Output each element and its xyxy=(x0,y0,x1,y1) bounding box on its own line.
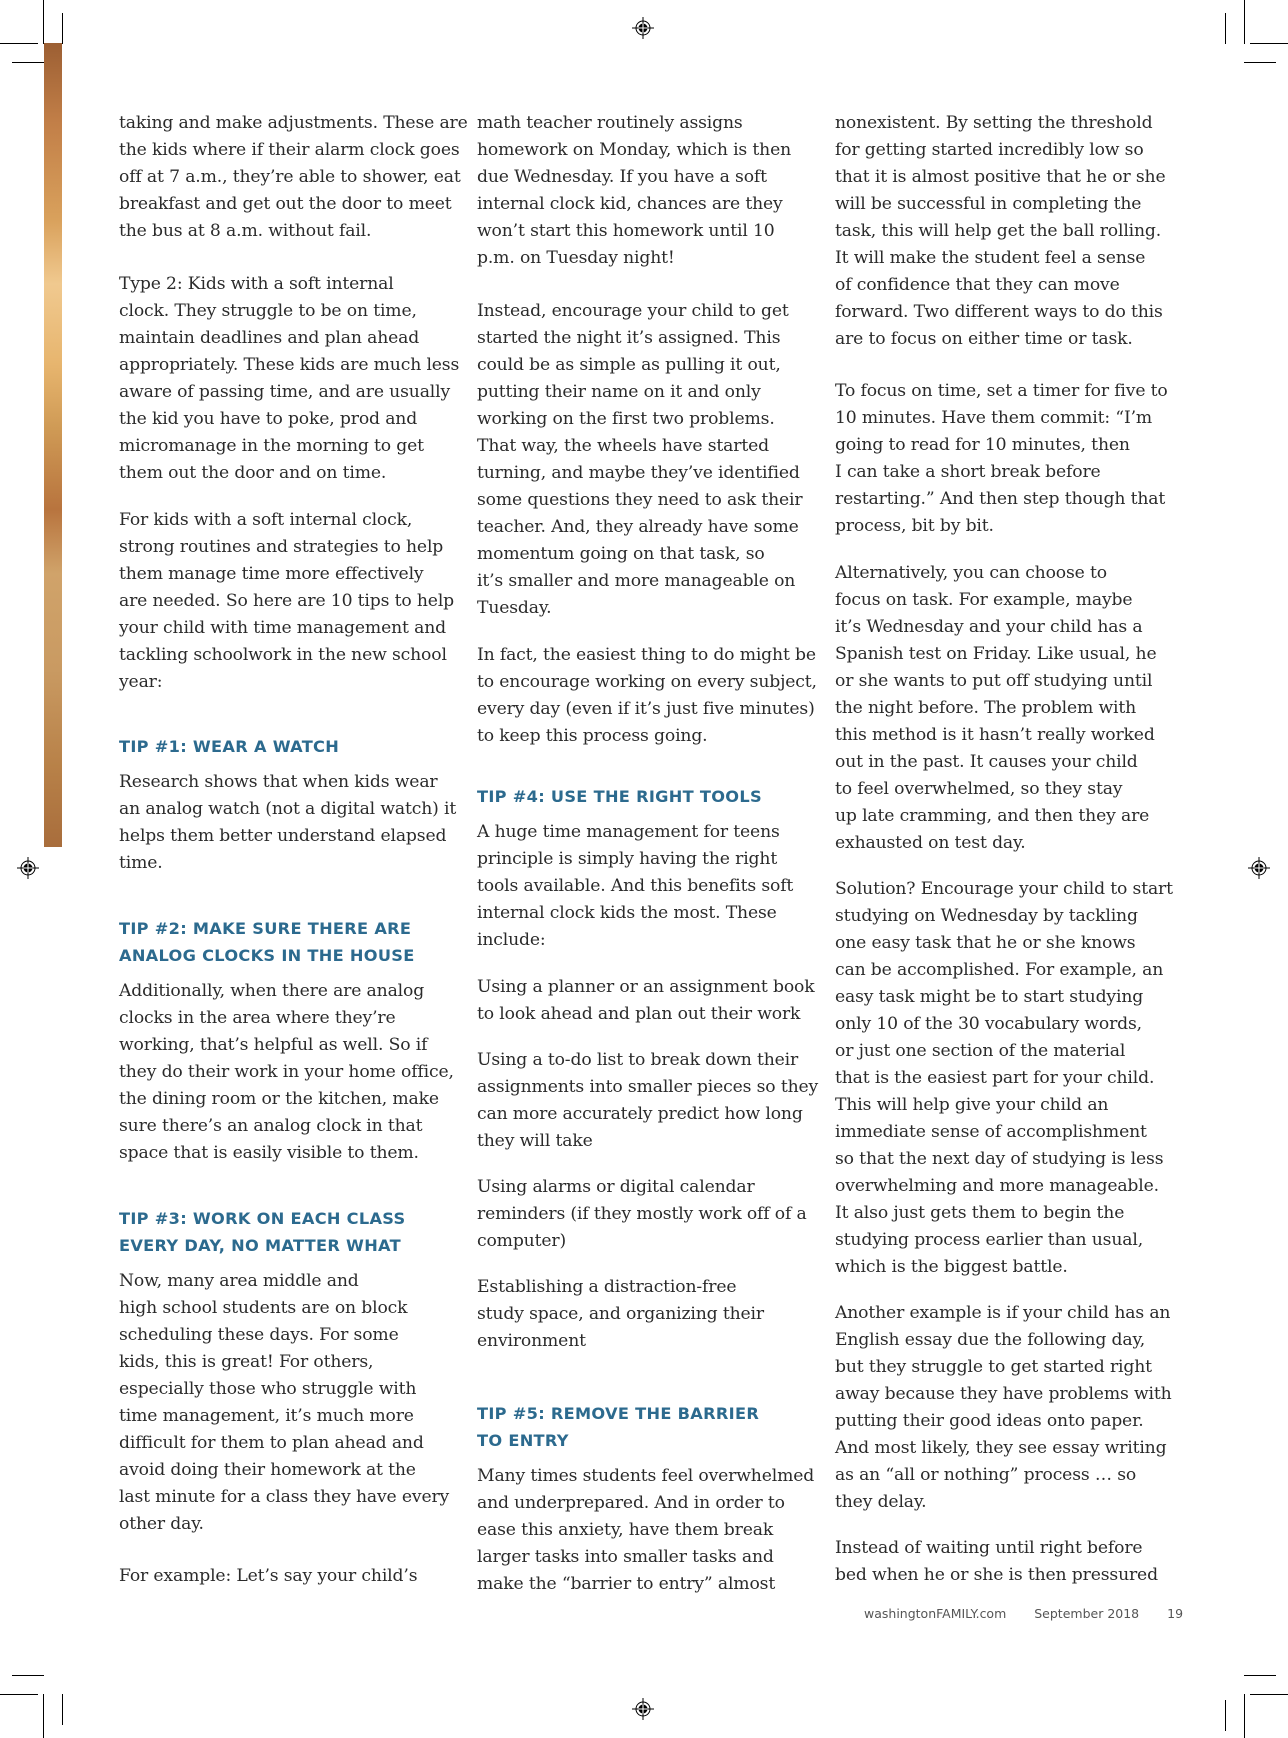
text-line: it’s Wednesday and your child has a xyxy=(835,617,1143,637)
text-line: Solution? Encourage your child to start xyxy=(835,879,1173,899)
text-line: the night before. The problem with xyxy=(835,698,1137,718)
crop-mark xyxy=(43,1694,44,1738)
text-line: strong routines and strategies to help xyxy=(119,537,444,557)
crop-mark xyxy=(62,13,63,44)
text-line: putting their good ideas onto paper. xyxy=(835,1411,1144,1431)
text-line: environment xyxy=(477,1331,586,1351)
text-line: studying process earlier than usual, xyxy=(835,1230,1144,1250)
body-paragraph xyxy=(477,642,817,750)
text-line: forward. Two different ways to do this xyxy=(835,302,1163,322)
text-line: Alternatively, you can choose to xyxy=(835,563,1107,583)
text-line: TIP #5: REMOVE THE BARRIER xyxy=(477,1404,760,1423)
text-line: principle is simply having the right xyxy=(477,849,778,869)
text-line: high school students are on block xyxy=(119,1298,408,1318)
text-line: easy task might be to start studying xyxy=(835,987,1144,1007)
text-line: avoid doing their homework at the xyxy=(119,1460,416,1480)
crop-mark xyxy=(1244,1675,1276,1676)
text-line: nonexistent. By setting the threshold xyxy=(835,113,1153,133)
text-line: p.m. on Tuesday night! xyxy=(477,248,675,268)
text-line: this method is it hasn’t really worked xyxy=(835,725,1155,745)
crop-mark xyxy=(0,1694,38,1695)
text-line: process, bit by bit. xyxy=(835,516,994,536)
crop-mark xyxy=(1225,1700,1226,1731)
text-line: Now, many area middle and xyxy=(119,1271,359,1291)
text-line: could be as simple as pulling it out, xyxy=(477,355,781,375)
text-line: include: xyxy=(477,930,546,950)
text-line: TIP #1: WEAR A WATCH xyxy=(119,737,340,756)
body-paragraph xyxy=(835,1535,1158,1589)
registration-mark-icon xyxy=(632,17,654,39)
body-paragraph xyxy=(477,1047,818,1155)
crop-mark xyxy=(1244,0,1245,44)
text-line: especially those who struggle with xyxy=(119,1379,417,1399)
section-heading xyxy=(119,1205,405,1259)
text-line: turning, and maybe they’ve identified xyxy=(477,463,800,483)
text-line: overwhelming and more manageable. xyxy=(835,1176,1159,1196)
text-line: tools available. And this benefits soft xyxy=(477,876,794,896)
footer-issue: September 2018 xyxy=(1034,1606,1140,1621)
text-line: due Wednesday. If you have a soft xyxy=(477,167,767,187)
text-line: and underprepared. And in order to xyxy=(477,1493,785,1513)
crop-mark xyxy=(12,1675,44,1676)
text-line: it’s smaller and more manageable on xyxy=(477,571,796,591)
text-line: I can take a short break before xyxy=(835,462,1101,482)
text-line: internal clock kids the most. These xyxy=(477,903,777,923)
text-line: studying on Wednesday by tackling xyxy=(835,906,1138,926)
text-line: teacher. And, they already have some xyxy=(477,517,799,537)
text-line: It also just gets them to begin the xyxy=(835,1203,1125,1223)
section-heading xyxy=(477,783,762,810)
text-line: them manage time more effectively xyxy=(119,564,424,584)
text-line: working on the first two problems. xyxy=(477,409,775,429)
text-line: other day. xyxy=(119,1514,204,1534)
text-line: TIP #4: USE THE RIGHT TOOLS xyxy=(477,787,762,806)
body-paragraph xyxy=(477,298,802,622)
text-line: momentum going on that task, so xyxy=(477,544,765,564)
text-line: clocks in the area where they’re xyxy=(119,1008,396,1028)
text-line: restarting.” And then step though that xyxy=(835,489,1166,509)
body-paragraph xyxy=(477,1274,764,1355)
text-line: can be accomplished. For example, an xyxy=(835,960,1164,980)
registration-mark-icon xyxy=(1248,857,1270,879)
crop-mark xyxy=(1225,13,1226,44)
text-line: up late cramming, and then they are xyxy=(835,806,1150,826)
text-line: make the “barrier to entry” almost xyxy=(477,1574,776,1594)
text-line: started the night it’s assigned. This xyxy=(477,328,781,348)
body-paragraph xyxy=(835,110,1165,353)
crop-mark xyxy=(43,0,44,44)
text-line: the kids where if their alarm clock goes xyxy=(119,140,460,160)
text-line: are to focus on either time or task. xyxy=(835,329,1133,349)
text-line: This will help give your child an xyxy=(835,1095,1109,1115)
crop-mark xyxy=(12,62,44,63)
text-line: For example: Let’s say your child’s xyxy=(119,1566,418,1586)
crop-mark xyxy=(1250,1694,1288,1695)
text-line: away because they have problems with xyxy=(835,1384,1172,1404)
text-line: Research shows that when kids wear xyxy=(119,772,438,792)
footer-page-number: 19 xyxy=(1167,1606,1184,1621)
text-line: Using alarms or digital calendar xyxy=(477,1177,755,1197)
text-line: one easy task that he or she knows xyxy=(835,933,1136,953)
section-heading xyxy=(477,1400,759,1454)
text-line: assignments into smaller pieces so they xyxy=(477,1077,819,1097)
body-paragraph xyxy=(477,1463,814,1598)
text-line: A huge time management for teens xyxy=(477,822,780,842)
registration-mark-icon xyxy=(632,1698,654,1720)
text-line: It will make the student feel a sense xyxy=(835,248,1146,268)
text-line: tackling schoolwork in the new school xyxy=(119,645,447,665)
text-line: difficult for them to plan ahead and xyxy=(119,1433,424,1453)
text-line: English essay due the following day, xyxy=(835,1330,1146,1350)
body-paragraph xyxy=(477,819,793,954)
text-line: TIP #3: WORK ON EACH CLASS xyxy=(119,1209,406,1228)
text-line: won’t start this homework until 10 xyxy=(477,221,775,241)
text-line: sure there’s an analog clock in that xyxy=(119,1116,423,1136)
text-line: to encourage working on every subject, xyxy=(477,672,817,692)
body-paragraph xyxy=(119,1563,417,1590)
text-line: year: xyxy=(119,672,163,692)
text-line: TO ENTRY xyxy=(477,1431,569,1450)
text-line: working, that’s helpful as well. So if xyxy=(119,1035,428,1055)
text-line: but they struggle to get started right xyxy=(835,1357,1152,1377)
text-line: time. xyxy=(119,853,163,873)
text-line: can more accurately predict how long xyxy=(477,1104,803,1124)
text-line: for getting started incredibly low so xyxy=(835,140,1144,160)
text-line: ANALOG CLOCKS IN THE HOUSE xyxy=(119,946,415,965)
text-line: Using a planner or an assignment book xyxy=(477,977,815,997)
text-line: going to read for 10 minutes, then xyxy=(835,435,1130,455)
text-line: out in the past. It causes your child xyxy=(835,752,1138,772)
text-line: Tuesday. xyxy=(477,598,552,618)
text-line: so that the next day of studying is less xyxy=(835,1149,1164,1169)
text-line: kids, this is great! For others, xyxy=(119,1352,374,1372)
text-line: Instead, encourage your child to get xyxy=(477,301,789,321)
text-line: clock. They struggle to be on time, xyxy=(119,301,417,321)
text-line: that is the easiest part for your child. xyxy=(835,1068,1155,1088)
text-line: reminders (if they mostly work off of a xyxy=(477,1204,807,1224)
text-line: an analog watch (not a digital watch) it xyxy=(119,799,457,819)
crop-mark xyxy=(1244,62,1276,63)
crop-mark xyxy=(0,43,38,44)
body-paragraph xyxy=(835,560,1156,857)
text-line: For kids with a soft internal clock, xyxy=(119,510,413,530)
body-paragraph xyxy=(835,876,1173,1281)
text-line: the bus at 8 a.m. without fail. xyxy=(119,221,372,241)
text-line: To focus on time, set a timer for five to xyxy=(835,381,1168,401)
text-line: That way, the wheels have started xyxy=(477,436,769,456)
text-line: of confidence that they can move xyxy=(835,275,1120,295)
text-line: are needed. So here are 10 tips to help xyxy=(119,591,455,611)
text-line: larger tasks into smaller tasks and xyxy=(477,1547,774,1567)
text-line: the kid you have to poke, prod and xyxy=(119,409,418,429)
text-line: EVERY DAY, NO MATTER WHAT xyxy=(119,1236,401,1255)
text-line: homework on Monday, which is then xyxy=(477,140,792,160)
text-line: focus on task. For example, maybe xyxy=(835,590,1133,610)
text-line: the dining room or the kitchen, make xyxy=(119,1089,439,1109)
text-line: Type 2: Kids with a soft internal xyxy=(119,274,394,294)
text-line: Establishing a distraction-free xyxy=(477,1277,737,1297)
text-line: micromanage in the morning to get xyxy=(119,436,424,456)
body-paragraph xyxy=(119,1268,449,1538)
text-line: that it is almost positive that he or she xyxy=(835,167,1166,187)
text-line: bed when he or she is then pressured xyxy=(835,1565,1158,1585)
text-line: Many times students feel overwhelmed xyxy=(477,1466,815,1486)
text-line: exhausted on test day. xyxy=(835,833,1026,853)
section-heading xyxy=(119,915,415,969)
text-line: helps them better understand elapsed xyxy=(119,826,447,846)
text-line: math teacher routinely assigns xyxy=(477,113,743,133)
text-line: Instead of waiting until right before xyxy=(835,1538,1143,1558)
text-line: Spanish test on Friday. Like usual, he xyxy=(835,644,1157,664)
text-line: off at 7 a.m., they’re able to shower, eat xyxy=(119,167,461,187)
footer-site: washingtonFAMILY.com xyxy=(864,1606,1007,1621)
text-line: or just one section of the material xyxy=(835,1041,1126,1061)
text-line: them out the door and on time. xyxy=(119,463,387,483)
registration-mark-icon xyxy=(17,857,39,879)
body-paragraph xyxy=(119,271,459,487)
text-line: appropriately. These kids are much less xyxy=(119,355,460,375)
body-paragraph xyxy=(119,110,468,245)
crop-mark xyxy=(1250,43,1288,44)
text-line: study space, and organizing their xyxy=(477,1304,764,1324)
text-line: your child with time management and xyxy=(119,618,446,638)
text-line: they delay. xyxy=(835,1492,927,1512)
text-line: they will take xyxy=(477,1131,593,1151)
crop-mark xyxy=(62,1694,63,1725)
text-line: last minute for a class they have every xyxy=(119,1487,450,1507)
text-line: aware of passing time, and are usually xyxy=(119,382,451,402)
text-line: Additionally, when there are analog xyxy=(119,981,425,1001)
body-paragraph xyxy=(835,1300,1172,1516)
text-line: space that is easily visible to them. xyxy=(119,1143,419,1163)
text-line: scheduling these days. For some xyxy=(119,1325,399,1345)
text-line: some questions they need to ask their xyxy=(477,490,803,510)
text-line: Another example is if your child has an xyxy=(835,1303,1171,1323)
crop-mark xyxy=(1244,1694,1245,1738)
text-line: TIP #2: MAKE SURE THERE ARE xyxy=(119,919,412,938)
text-line: as an “all or nothing” process … so xyxy=(835,1465,1137,1485)
text-line: which is the biggest battle. xyxy=(835,1257,1068,1277)
text-line: task, this will help get the ball rolling. xyxy=(835,221,1162,241)
text-line: putting their name on it and only xyxy=(477,382,761,402)
text-line: or she wants to put off studying until xyxy=(835,671,1153,691)
text-line: they do their work in your home office, xyxy=(119,1062,454,1082)
text-line: internal clock kid, chances are they xyxy=(477,194,783,214)
text-line: And most likely, they see essay writing xyxy=(835,1438,1167,1458)
text-line: to keep this process going. xyxy=(477,726,708,746)
text-line: time management, it’s much more xyxy=(119,1406,414,1426)
body-paragraph xyxy=(477,110,791,272)
text-line: will be successful in completing the xyxy=(835,194,1142,214)
text-line: computer) xyxy=(477,1231,566,1251)
body-paragraph xyxy=(477,974,815,1028)
text-line: In fact, the easiest thing to do might be xyxy=(477,645,816,665)
body-paragraph xyxy=(119,769,456,877)
text-line: Using a to-do list to break down their xyxy=(477,1050,799,1070)
page-footer xyxy=(864,1606,1207,1621)
text-line: every day (even if it’s just five minutes) xyxy=(477,699,815,719)
text-line: only 10 of the 30 vocabulary words, xyxy=(835,1014,1142,1034)
text-line: to feel overwhelmed, so they stay xyxy=(835,779,1123,799)
body-paragraph xyxy=(119,507,454,696)
text-line: immediate sense of accomplishment xyxy=(835,1122,1147,1142)
section-heading xyxy=(119,733,339,760)
text-line: breakfast and get out the door to meet xyxy=(119,194,452,214)
body-paragraph xyxy=(477,1174,807,1255)
photo-edge-strip xyxy=(44,43,62,847)
text-line: 10 minutes. Have them commit: “I’m xyxy=(835,408,1153,428)
text-line: taking and make adjustments. These are xyxy=(119,113,468,133)
text-line: ease this anxiety, have them break xyxy=(477,1520,774,1540)
text-line: to look ahead and plan out their work xyxy=(477,1004,801,1024)
body-paragraph xyxy=(119,978,454,1167)
text-line: maintain deadlines and plan ahead xyxy=(119,328,420,348)
body-paragraph xyxy=(835,378,1168,540)
